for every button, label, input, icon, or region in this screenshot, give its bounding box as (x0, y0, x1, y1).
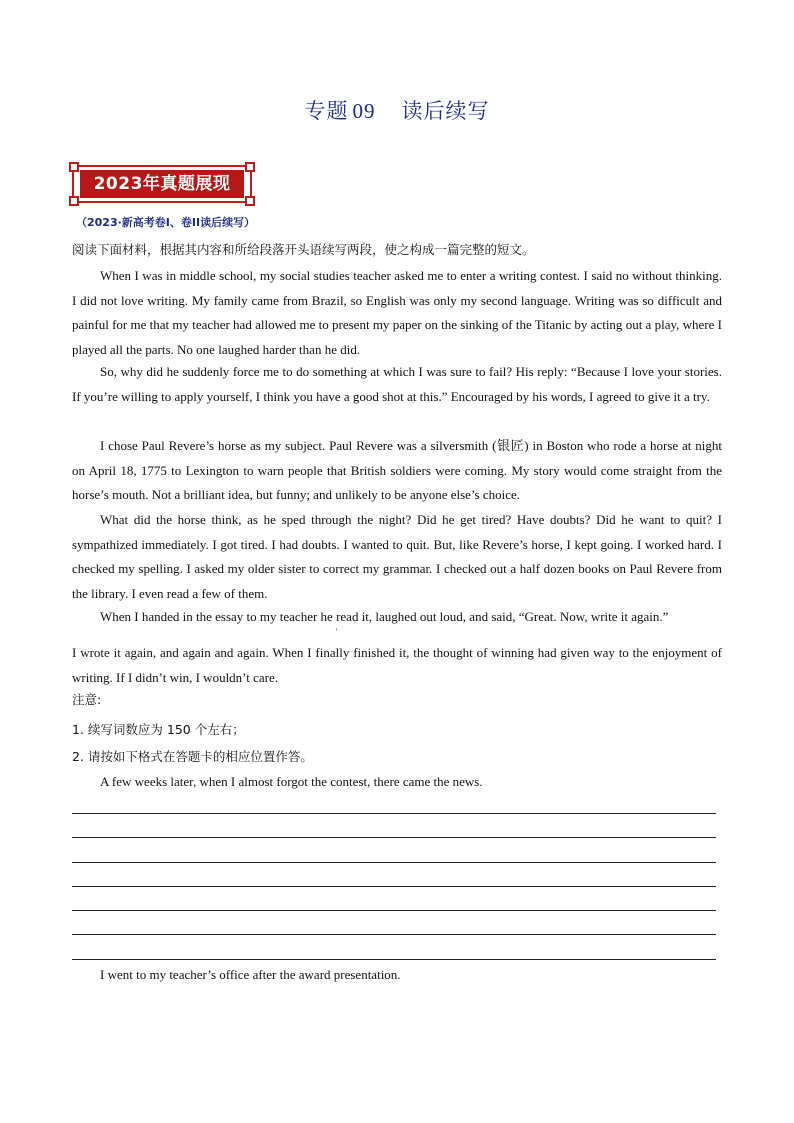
writing-line (72, 886, 716, 887)
exam-source: （2023·新高考卷I、卷II读后续写） (76, 216, 256, 229)
writing-line (72, 813, 716, 814)
stray-mark: ' (336, 627, 338, 636)
writing-line (72, 959, 716, 960)
banner-corner (245, 196, 255, 206)
instruction-text: 阅读下面材料，根据其内容和所给段落开头语续写两段，使之构成一篇完整的短文。 (72, 242, 535, 257)
continuation-prompt-1: A few weeks later, when I almost forgot the contest, there came the news. (100, 774, 483, 789)
banner-corner (69, 196, 79, 206)
banner-label: 2023年真题展现 (80, 170, 244, 198)
writing-line (72, 910, 716, 911)
title-number: 09 (352, 99, 376, 123)
passage-paragraph-1: When I was in middle school, my social studies teacher asked me to enter a writing contest. I said no without thinking. I did not love writing. My family came from Brazil, so English was only my second language. Writing was so difficult and painful for me that my teacher had allowed me to present my paper on the sinking of the Titanic by acting out a play, where I played all the parts. No one laughed harder than he did. (72, 268, 722, 357)
passage-paragraph-5: When I handed in the essay to my teacher he read it, laughed out loud, and said, “Great. Now, write it again.” (100, 609, 669, 624)
title-main: 读后续写 (401, 99, 490, 123)
page-title (0, 95, 794, 125)
passage-paragraph-3: I chose Paul Revere’s horse as my subject. Paul Revere was a silversmith (银匠) in Boston who rode a horse at night on April 18, 1775 to Lexington to warn people that British soldiers were coming. My story would come straight from the horse’s mouth. Not a brilliant idea, but funny; and unlikely to be anyone else’s choice. (72, 438, 722, 502)
passage-paragraph-2: So, why did he suddenly force me to do something at which I was sure to fail? His reply: “Because I love your stories. If you’re willing to apply yourself, I think you have a good shot at this.” Encouraged by his words, I agreed to give it a try. (72, 364, 722, 404)
banner-corner (69, 162, 79, 172)
banner-corner (245, 162, 255, 172)
passage-paragraph-4: What did the horse think, as he sped through the night? Did he get tired? Have doubts? Did he want to quit? I sympathized immediately. I got tired. I had doubts. I wanted to quit. But, like Revere’s horse, I kept going. I worked hard. I checked my spelling. I asked my older sister to correct my grammar. I checked out a half dozen books on Paul Revere from the library. I even read a few of them. (72, 512, 722, 601)
writing-line (72, 862, 716, 863)
passage-paragraph-6: I wrote it again, and again and again. When I finally finished it, the thought of winning had given way to the enjoyment of writing. If I didn’t win, I wouldn’t care. (72, 645, 722, 685)
note-item-2: 2. 请按如下格式在答题卡的相应位置作答。 (72, 749, 313, 764)
writing-lines (72, 813, 716, 983)
section-banner (72, 165, 252, 203)
notes-label: 注意: (72, 692, 102, 707)
writing-line (72, 934, 716, 935)
continuation-prompt-2: I went to my teacher’s office after the award presentation. (100, 967, 401, 982)
writing-line (72, 837, 716, 838)
title-prefix: 专题 (304, 99, 349, 123)
note-item-1: 1. 续写词数应为 150 个左右； (72, 722, 245, 737)
